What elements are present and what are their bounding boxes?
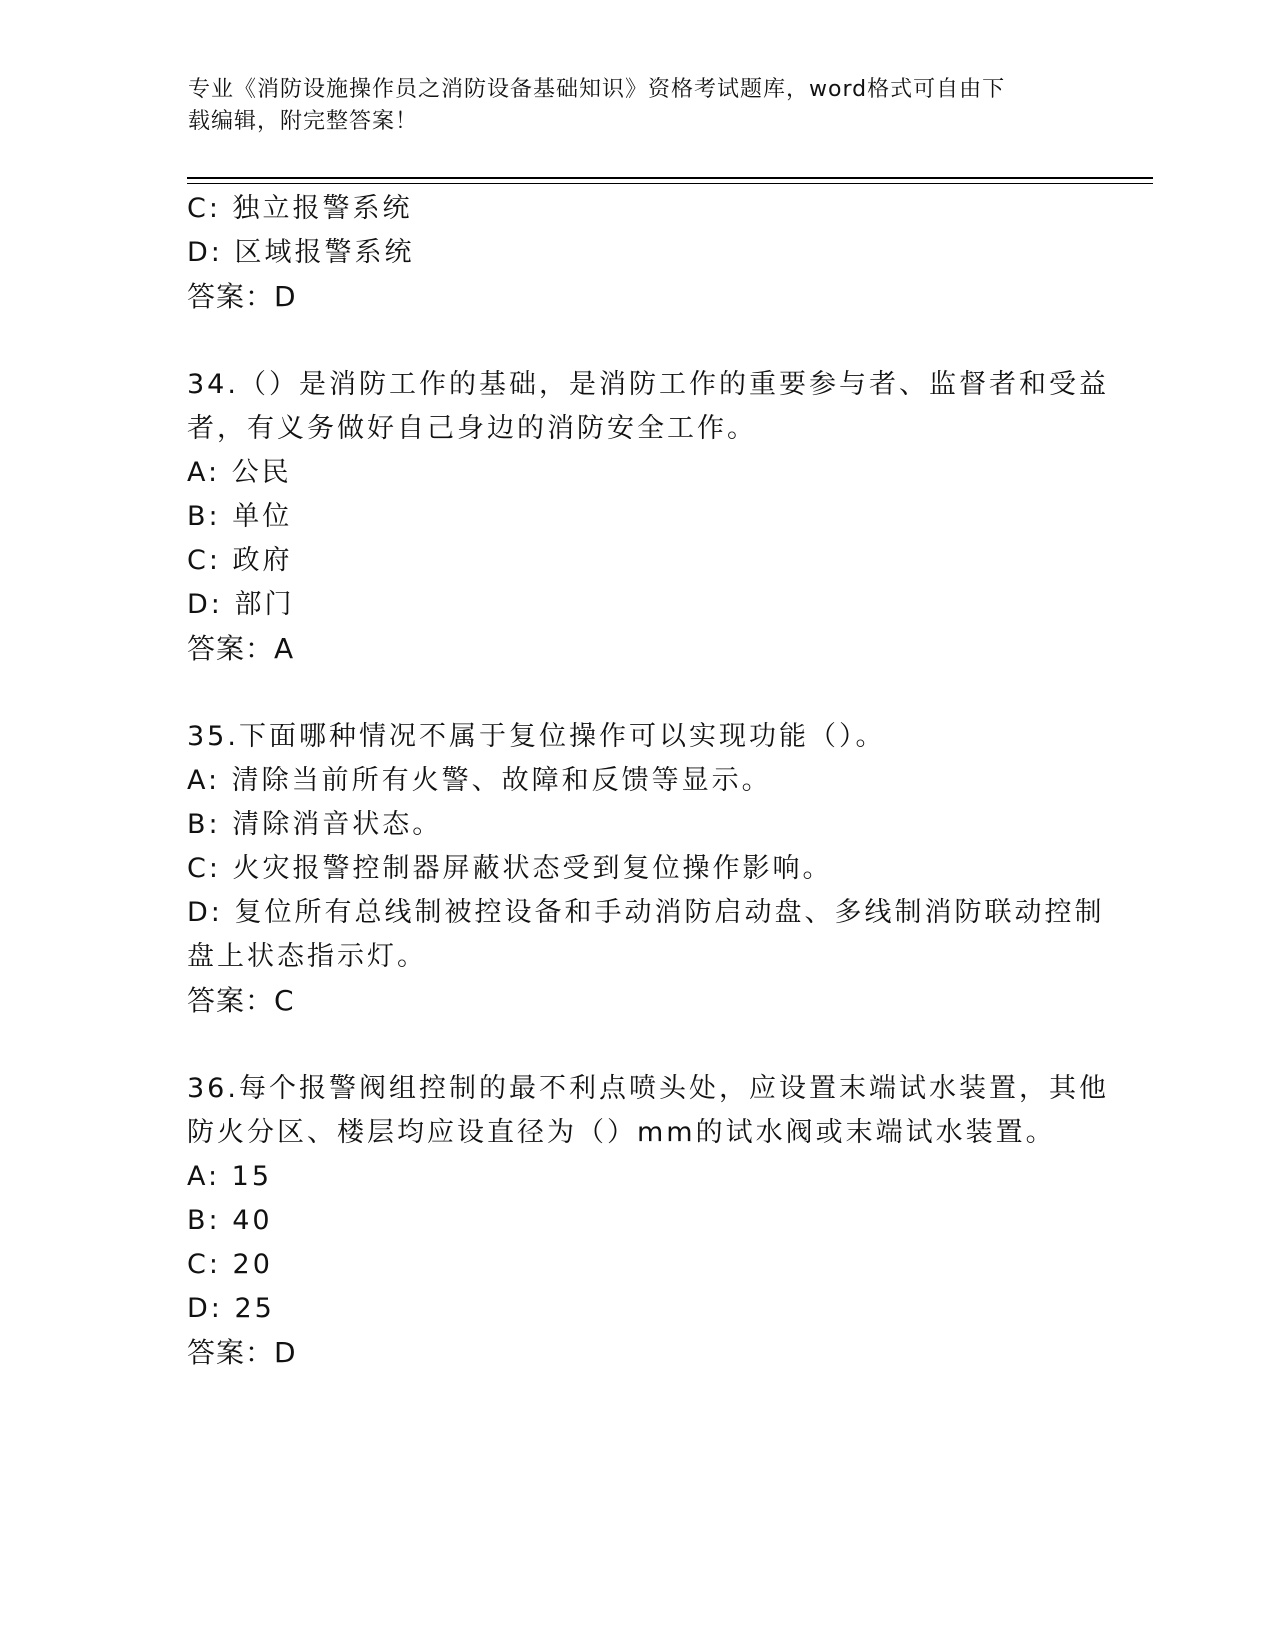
q35-answer: 答案：C bbox=[187, 984, 295, 1017]
q36-answer: 答案：D bbox=[187, 1336, 297, 1369]
q35-option-a: A: 清除当前所有火警、故障和反馈等显示。 bbox=[187, 765, 772, 796]
q35-option-b: B: 清除消音状态。 bbox=[187, 809, 443, 840]
q33-option-c: C: 独立报警系统 bbox=[187, 193, 413, 224]
q35-option-c: C: 火灾报警控制器屏蔽状态受到复位操作影响。 bbox=[187, 853, 833, 884]
q35-option-d-line-2: 盘上状态指示灯。 bbox=[187, 941, 427, 972]
q33-answer: 答案：D bbox=[187, 280, 297, 313]
q36-stem-line-1: 36.每个报警阀组控制的最不利点喷头处，应设置末端试水装置，其他 bbox=[187, 1073, 1109, 1104]
q36-stem-line-2: 防火分区、楼层均应设直径为（）mm的试水阀或末端试水装置。 bbox=[187, 1117, 1056, 1148]
q34-option-b: B: 单位 bbox=[187, 501, 293, 532]
q35-option-d-line-1: D: 复位所有总线制被控设备和手动消防启动盘、多线制消防联动控制 bbox=[187, 897, 1105, 928]
q36-option-a: A: 15 bbox=[187, 1161, 273, 1192]
header-divider-thick bbox=[187, 177, 1153, 179]
q34-option-a: A: 公民 bbox=[187, 457, 292, 488]
q36-option-b: B: 40 bbox=[187, 1205, 273, 1236]
header-divider-thin bbox=[187, 183, 1153, 184]
q35-stem-line-1: 35.下面哪种情况不属于复位操作可以实现功能（）。 bbox=[187, 721, 886, 752]
q34-stem-line-2: 者，有义务做好自己身边的消防安全工作。 bbox=[187, 413, 757, 444]
q36-option-c: C: 20 bbox=[187, 1249, 273, 1280]
header-line-2: 载编辑，附完整答案！ bbox=[188, 109, 419, 134]
header-line-1: 专业《消防设施操作员之消防设备基础知识》资格考试题库，word格式可自由下 bbox=[188, 77, 1006, 102]
q34-stem-line-1: 34.（）是消防工作的基础，是消防工作的重要参与者、监督者和受益 bbox=[187, 369, 1109, 400]
q34-answer: 答案：A bbox=[187, 632, 295, 665]
q34-option-d: D: 部门 bbox=[187, 589, 295, 620]
q36-option-d: D: 25 bbox=[187, 1293, 275, 1324]
document-header bbox=[188, 74, 1068, 138]
q33-option-d: D: 区域报警系统 bbox=[187, 237, 415, 268]
q34-option-c: C: 政府 bbox=[187, 545, 293, 576]
